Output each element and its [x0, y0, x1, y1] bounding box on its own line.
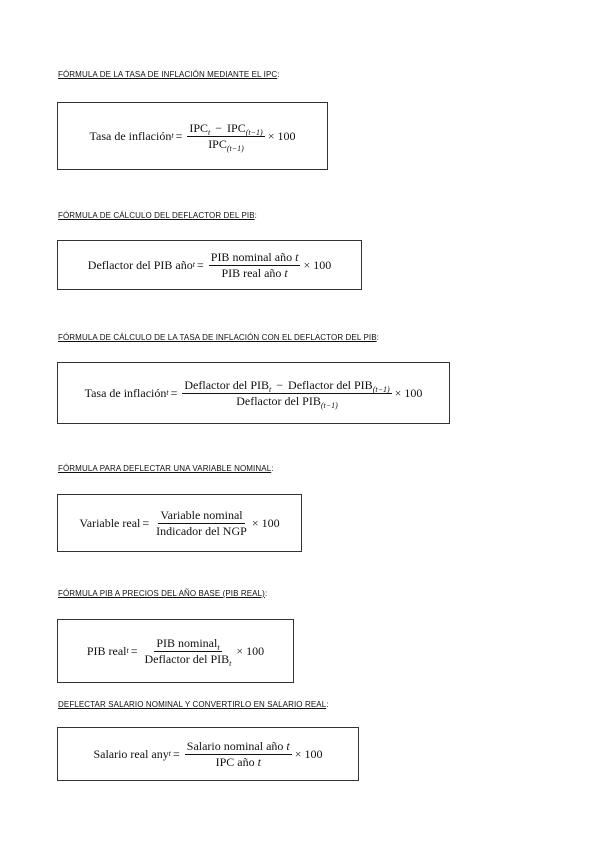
minus-sign: −: [215, 120, 223, 135]
times-100: × 100: [267, 128, 296, 143]
equals-sign: =: [142, 515, 150, 530]
num-var: t: [286, 738, 290, 753]
heading-text: FÓRMULA DE CÁLCULO DE LA TASA DE INFLACIÓN CON EL DEFLACTOR DEL PIB: [58, 333, 377, 342]
numerator: [154, 637, 221, 652]
equation: Deflactor del PIB año t = $\frac{\text{PIB nominal año t}}{\text{PIB real año t}}$ × 100: [87, 249, 332, 280]
lhs-text: Salario real any: [93, 746, 169, 761]
equals-sign: =: [196, 257, 204, 272]
denominator: [143, 652, 234, 666]
num-text: PIB nominal: [156, 635, 218, 650]
heading-text: FÓRMULA PIB A PRECIOS DEL AÑO BASE (PIB REAL): [58, 589, 265, 598]
heading-colon: :: [326, 700, 329, 709]
heading-inflation-ipc: [58, 70, 280, 79]
num-term-b-sub: (t−1): [372, 384, 390, 394]
denominator: [234, 394, 340, 408]
times-100: × 100: [294, 746, 323, 761]
num-text: PIB nominal año: [210, 249, 296, 264]
fraction: [143, 637, 234, 666]
den-text: Deflactor del PIB: [144, 651, 230, 666]
heading-real-gdp: [58, 589, 267, 598]
equation: PIB real t = $\frac{PIB nominal_t}{Deflactor del PIB_t}$ × 100: [86, 635, 265, 668]
denominator: [214, 755, 263, 769]
den-term-sub: (t−1): [226, 143, 244, 153]
num-term-b: IPC: [227, 120, 246, 135]
heading-gdp-deflator: [58, 211, 257, 220]
denominator: [206, 137, 246, 151]
den-sub: t: [229, 658, 232, 668]
lhs-text: Tasa de inflación: [89, 128, 172, 143]
den-var: t: [257, 754, 261, 769]
den-var: t: [284, 265, 288, 280]
heading-colon: :: [271, 464, 274, 473]
formula-box-deflate-nominal: [57, 494, 302, 552]
equation: [79, 509, 279, 538]
num-term-a-sub: t: [208, 127, 211, 137]
heading-colon: :: [376, 333, 379, 342]
equals-sign: =: [170, 385, 178, 400]
numerator: Variable nominal: [160, 507, 243, 522]
numerator: [182, 379, 391, 394]
equals-sign: =: [130, 643, 138, 658]
equals-sign: =: [175, 128, 183, 143]
numerator: [185, 740, 292, 755]
formula-box-inflation-ipc: [57, 102, 328, 170]
equation: Tasa de inflación t = $\frac{Deflactor del PIB_t - Deflactor del PIB_{(t-1)}}{Deflactor del PIB_{(t-1)}}$ × 100: [84, 377, 423, 410]
denominator: Indicador del NGP: [156, 523, 247, 538]
num-term-a: IPC: [189, 120, 209, 135]
num-text: Salario nominal año: [186, 738, 287, 753]
lhs-text: PIB real: [86, 643, 127, 658]
heading-deflate-nominal: [58, 464, 274, 473]
num-term-b: Deflactor del PIB: [288, 377, 373, 392]
heading-text: FÓRMULA PARA DEFLECTAR UNA VARIABLE NOMINAL: [58, 464, 272, 473]
fraction: [154, 509, 249, 538]
heading-text: FÓRMULA DE LA TASA DE INFLACIÓN MEDIANTE EL IPC: [58, 70, 278, 79]
fraction: [209, 251, 301, 280]
times-100: × 100: [251, 515, 280, 530]
num-term-a: Deflactor del PIB: [184, 377, 270, 392]
formula-box-real-salary: [57, 727, 359, 781]
den-text: IPC año: [215, 754, 258, 769]
equation: Tasa de inflación t = $\frac{IPC_t - IPC_{(t-1)}}{IPC_{(t-1)}}$ × 100: [89, 120, 296, 153]
fraction: [185, 740, 292, 769]
lhs-text: Variable real: [79, 515, 141, 530]
den-text: PIB real año: [221, 265, 285, 280]
fraction: [182, 379, 391, 408]
lhs-text: Tasa de inflación: [84, 385, 167, 400]
den-term: Deflactor del PIB: [236, 393, 321, 408]
denominator: [219, 266, 289, 280]
num-term-a-sub: t: [269, 384, 272, 394]
equation: Salario real any t = $\frac{\text{Salario nominal año t}}{\text{IPC año t}}$ × 100: [93, 738, 323, 769]
den-term-sub: (t−1): [320, 400, 338, 410]
heading-inflation-deflator: [58, 333, 379, 342]
numerator: [187, 122, 264, 137]
minus-sign: −: [276, 377, 284, 392]
formula-box-inflation-deflator: [57, 362, 450, 424]
heading-colon: :: [254, 211, 257, 220]
num-sub: t: [217, 642, 220, 652]
heading-text: FÓRMULA DE CÁLCULO DEL DEFLACTOR DEL PIB: [58, 211, 255, 220]
times-100: × 100: [236, 643, 265, 658]
heading-colon: :: [277, 70, 280, 79]
equals-sign: =: [172, 746, 180, 761]
num-term-b-sub: (t−1): [245, 127, 263, 137]
num-var: t: [295, 249, 299, 264]
den-term: IPC: [208, 136, 227, 151]
heading-real-salary: [58, 700, 329, 709]
heading-text: DEFLECTAR SALARIO NOMINAL Y CONVERTIRLO EN SALARIO REAL: [58, 700, 327, 709]
fraction: [187, 122, 264, 151]
numerator: [209, 251, 301, 266]
formula-box-gdp-deflator: [57, 240, 362, 290]
times-100: × 100: [303, 257, 332, 272]
times-100: × 100: [394, 385, 423, 400]
formula-box-real-gdp: [57, 619, 294, 683]
lhs-text: Deflactor del PIB año: [87, 257, 193, 272]
heading-colon: :: [264, 589, 268, 598]
